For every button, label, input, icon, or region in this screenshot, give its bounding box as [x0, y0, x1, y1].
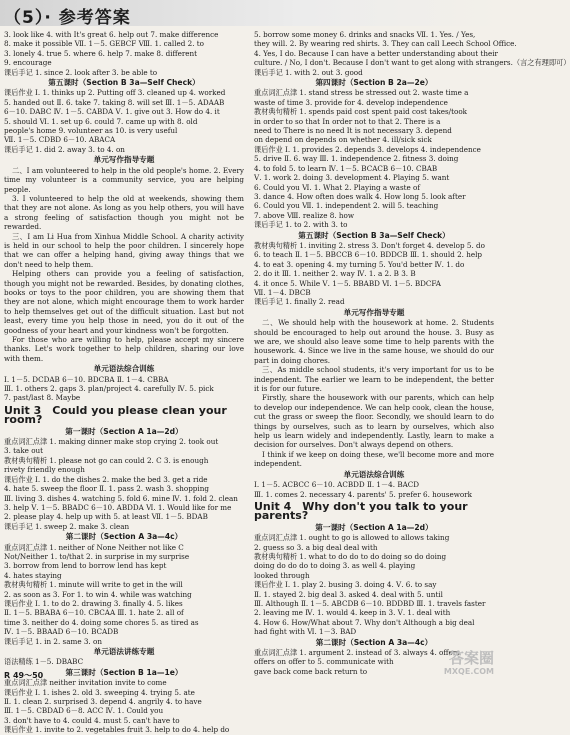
answer-line: 教材典句精析 1. what to do do to do doing so do doing [254, 551, 447, 561]
section-heading: 第一课时（Section A 1a—2d） [65, 426, 183, 436]
answer-line: Ⅱ. 1. stayed 2. big deal 3. asked 4. deal with 5. until [254, 589, 443, 599]
answer-line: Ⅲ. living 3. dishes 4. watching 5. fold 6. mine Ⅳ. 1. fold 2. clean [4, 493, 238, 503]
answer-line: 二、I am volunteered to help in the old people's home. 2. Every time my volunteer is a community service, you are helping people. [4, 165, 244, 194]
answer-line: 重点词汇点津 neither invitation invite to come [4, 678, 167, 688]
answer-line: 4. to fold 5. to learn Ⅳ. 1－5. BCACB 6－10. CBAB [254, 163, 438, 173]
answer-line: 3. look like 4. with It's great 6. help out 7. make difference [4, 30, 219, 39]
answer-line: 课后作业 Ⅰ. 1. provides 2. depends 3. develops 4. independence [254, 144, 481, 154]
answer-line: Ⅰ. 1－5. ACBCC 6－10. ACBDD Ⅱ. 1－4. BACD [254, 480, 420, 490]
answer-line: 二、We should help with the housework at home. 2. Students should be encouraged to help out around the house. 3. Busy as we are, we should also leave some time to help parents with the housework. 4. Since we live in the same house, we should do our part in doing chores. [254, 318, 494, 365]
answer-line: 课后手记 1. to 2. with 3. to [254, 220, 348, 230]
answer-line: culture. / No, I don't. Because I don't want to get along with strangers.（言之有理即可） [254, 58, 570, 68]
page-title: （5）· 参考答案 [4, 8, 131, 28]
answer-line: looked through [254, 570, 310, 580]
section-heading: 单元语法综合训练 [343, 469, 405, 479]
answer-line: Ⅲ. 1. others 2. gaps 3. plan/project 4. carefully Ⅳ. 5. pick [4, 384, 214, 394]
answer-line: waste of time 3. provide for 4. develop independence [254, 97, 448, 107]
answer-line: 3. dance 4. How often does walk 4. How long 5. look after [254, 191, 466, 201]
answer-line: 课后手记 1. since 2. look after 3. be able to [4, 67, 158, 77]
answer-line: in order to so that In order not to that 2. There is a [254, 116, 441, 126]
answer-line: had fight with Ⅵ. 1－3. BAD [254, 627, 357, 637]
page-header [0, 0, 500, 26]
answer-line: 5. handed out Ⅱ. 6. take 7. taking 8. will set Ⅲ. 1－5. ADAAB [4, 97, 225, 107]
answer-line: 5. drive Ⅱ. 6. way Ⅲ. 1. independence 2. fitness 3. doing [254, 154, 459, 164]
answer-line: offers on offer to 5. communicate with [254, 657, 394, 667]
answer-line: 三、I am Li Hua from Xinhua Middle School. A charity activity is held in our school to help the poor children. I sincerely hope that we can offer a helping hand, giving away things that we don't need to help them. [4, 231, 244, 269]
answer-line: 4. to eat 3. opening 4. my turning 5. You'd better Ⅳ. 1. do [254, 259, 465, 269]
answer-line: 课后作业 Ⅰ. 1. to do 2. drawing 3. finally 4. 5. likes [4, 598, 183, 608]
section-heading: 第三课时（Section B 1a—1e） [65, 667, 183, 677]
answer-line: 2. do it Ⅲ. 1. neither 2. way Ⅳ. 1. a 2. B 3. B [254, 269, 416, 279]
answer-line: 3. help Ⅴ. 1－5. BBADC 6－10. ABDDA Ⅵ. 1. Would like for me [4, 502, 232, 512]
answer-line: Ⅰ. 1－5. DCDAB 6－10. BDCBA Ⅱ. 1－4. CBBA [4, 374, 169, 384]
answer-line: 2. leaving me Ⅳ. 1. would 4. keep in 3. Ⅴ. 1. deal with [254, 608, 451, 618]
answer-line: Ⅶ. 1－4. DBCB [254, 287, 311, 297]
section-heading: 第五课时（Section B 3a—Self Check） [48, 78, 200, 88]
answer-line: 课后手记 1. did 2. away 3. to 4. on [4, 144, 125, 154]
answer-line: 重点词汇点津 1. argument 2. instead of 3. always 4. offers [254, 648, 460, 657]
answer-line: 课后手记 1. in 2. same 3. on [4, 636, 102, 646]
answer-line: Ⅶ. 1－5. CDBD 6－10. ABACA [4, 135, 116, 145]
answer-line: Not/Neither 1. to/that 2. in surprise in my surprise [4, 551, 190, 561]
answer-line: 教材典句精析 1. inviting 2. stress 3. Don't forget 4. develop 5. do [254, 240, 485, 250]
answer-line: 3. don't have to 4. could 4. must 5. can't have to [4, 715, 180, 725]
answer-line: Ⅲ. 1－5. CBDAD 6－8. ACC Ⅳ. 1. Could you [4, 706, 164, 716]
answer-line: need to There is no need It is not necessary 3. depend [254, 126, 452, 136]
answer-line: 3. take out [4, 446, 44, 456]
answer-line: 课后作业 Ⅰ. 1. thinks up 2. Putting off 3. cleaned up 4. worked [4, 88, 226, 98]
answer-line: 9. encourage [4, 58, 52, 68]
section-heading: 单元语法综合训练 [93, 364, 155, 374]
answer-line: Ⅴ. 1. work 2. doing 3. development 4. Playing 5. want [254, 173, 450, 183]
section-heading: 单元写作指导专题 [93, 155, 155, 165]
section-heading: Unit 3 Could you please clean your room? [4, 403, 227, 427]
answer-line: 4. hates staying [4, 570, 62, 580]
answer-line: people's home 9. volunteer as 10. is very useful [4, 126, 178, 136]
answer-line: 课后手记 1. with 2. out 3. good [254, 67, 363, 77]
answer-line: 课后作业 Ⅰ. 1. play 2. busing 3. doing 4. Ⅴ. 6. to say [254, 580, 437, 590]
section-heading: 第五课时（Section B 3a—Self Check） [298, 230, 450, 240]
answer-line: rivety friendly enough [4, 465, 85, 475]
watermark-logo [444, 651, 494, 679]
answer-line: 课后作业 Ⅰ. 1. do the dishes 2. make the bed 3. get a ride [4, 474, 208, 484]
answer-line: Ⅳ. 1－5. BBAAD 6－10. BCADB [4, 627, 119, 637]
answer-line: 3. lonely 4. true 5. where 6. help 7. make 8. different [4, 48, 198, 58]
answer-line: doing do do do to doing 3. as well 4. playing [254, 561, 416, 571]
answer-line: 5. borrow some money 6. drinks and snacks Ⅶ. 1. Yes. / Yes, [254, 30, 476, 39]
answer-line: 4. it once 5. While Ⅴ. 1－5. BBABD Ⅵ. 1－5. BDCFA [254, 278, 441, 288]
answer-line: For those who are willing to help, please accept my sincere thanks. Let's work together to help children, sharing our love with them. [4, 335, 244, 363]
answer-line: 6. to teach Ⅱ. 1－5. BBCCB 6－10. BDDCB Ⅲ. 1. should 2. help [254, 250, 483, 260]
answer-line: Firstly, share the housework with our parents, which can help to develop our independence. We can help cook, clean the house, cut the grass or sweep the floor. Secondly, we should learn to do things by ourselves, such as to learn by ourselves, which also help us learn widely and independently. Lastly, learn to make a decision for ourselves. Don't always depend on others. [254, 393, 494, 450]
answer-line: 4. Yes, I do. Because I can have a better understanding about their [254, 48, 498, 58]
answer-line: 7. past/last 8. Maybe [4, 393, 81, 403]
answer-line: 重点词汇点津 1. making dinner make stop crying 2. took out [4, 437, 219, 447]
section-heading: 第二课时（Section A 3a—4c） [315, 637, 433, 647]
answer-line: I think if we keep on doing these, we'll become more and more independent. [254, 449, 494, 469]
answer-line: 2. please play 4. help up with 5. at least Ⅶ. 1－5. BDAB [4, 512, 208, 522]
section-heading: 第二课时（Section A 3a—4c） [65, 532, 183, 542]
answer-line: 5. should Ⅵ. 1. set up 6. could 7. came up with 8. old [4, 116, 198, 126]
answer-line: 教材典句精析 1. please not go can could 2. C 3. is enough [4, 455, 209, 465]
answer-line: Helping others can provide you a feeling of satisfaction, though you might not be rewarded. Besides, by donating clothes, books or toys to the poor children, you are showing them that they are not alone, which might encourage them to work harder to help themselves get out of the difficult situation. Last but not least, every time you help those in need, you do it out of the goodness of your heart and your kindness won't be forgotten. [4, 269, 244, 335]
answer-line: 3. borrow from lend to borrow lend has kept [4, 561, 167, 571]
answer-line: 4. How 6. How/What about 7. Why don't Although a big deal [254, 617, 475, 627]
answer-line: gave back come back return to [254, 666, 368, 676]
watermark-text: 答案圈 [448, 649, 494, 667]
answer-line: time 3. neither do 4. doing some chores 5. as tired as [4, 617, 199, 627]
watermark-url: MXQE.COM [443, 667, 494, 676]
page-number: R 49～50 [4, 671, 44, 680]
section-heading: Unit 4 Why don't you talk to your parents? [254, 499, 468, 523]
section-heading: 第四课时（Section B 2a—2e） [315, 78, 433, 88]
answer-line: 教材典句精析 1. minute will write to get in the will [4, 580, 183, 590]
answer-line: 7. above Ⅷ. realize 8. how [254, 210, 354, 220]
answer-line: 教材典句精析 1. spends paid cost spent paid cost takes/took [254, 107, 468, 117]
answer-line: 三、As middle school students, it's very important for us to be independent. The earlier we learn to be independent, the better it is for our future. [254, 365, 494, 394]
answer-line: Ⅲ. Although Ⅱ. 1－5. ABCDB 6－10. BDDBD Ⅲ. 1. travels faster [254, 598, 486, 608]
answer-line: 6. Could you Ⅶ. 1. independent 2. will 5. teaching [254, 201, 439, 211]
answer-line: 课后作业 Ⅰ. 1. ishes 2. old 3. sweeping 4. trying 5. ate [4, 687, 195, 697]
answer-line: they will. 2. By wearing red shirts. 3. They can call Leech School Office. [254, 39, 517, 49]
answer-line: Ⅱ. 1. clean 2. surprised 3. depend 4. angrily 4. to have [4, 697, 202, 707]
answer-line: 重点词汇点津 1. neither of None Neither not like C [4, 542, 184, 552]
answer-line: Ⅲ. 1. comes 2. necessary 4. parents' 5. prefer 6. housework [254, 489, 472, 499]
answer-line: 课后手记 1. sweep 2. make 3. clean [4, 521, 130, 531]
answer-line: Ⅱ. 1－5. BBABA 6－10. CBCAA Ⅲ. 1. hate 2. all of [4, 608, 184, 618]
answer-line: 4. hate 5. sweep the floor Ⅱ. 1. pass 2. wash 3. shopping [4, 484, 209, 494]
section-heading: 第一课时（Section A 1a—2d） [315, 522, 433, 532]
answer-line: 语法精练 1－5. DBABC [4, 657, 84, 667]
answer-line: on depend on depends on whether 4. ill/sick sick [254, 135, 432, 145]
answer-line: 2. as soon as 3. For 1. to win 4. while was watching [4, 589, 192, 599]
answer-line: 课后手记 1. finally 2. read [254, 297, 345, 307]
answer-line: 6－10. DABC Ⅳ. 1－5. CABDA Ⅴ. 1. give out 3. How do 4. it [4, 107, 220, 117]
answer-line: 6. Could you Ⅵ. 1. What 2. Playing a waste of [254, 182, 421, 192]
answer-line: 课后作业 1. invite to 2. vegetables fruit 3. help to do 4. help do [4, 725, 230, 735]
answer-line: 重点词汇点津 1. stand stress be stressed out 2. waste time a [254, 88, 469, 98]
section-heading: 单元写作指导专题 [343, 307, 405, 317]
answer-line: 3. I volunteered to help the old at weekends, showing them that they are not alone. As long as you help others, you will have a strong feeling of satisfaction though you might not be rewarded. [4, 193, 244, 232]
answer-line: 8. make it possible Ⅶ. 1－5. GEBCF Ⅷ. 1. called 2. to [4, 39, 205, 49]
section-heading: 单元语法讲练专题 [93, 647, 155, 656]
answer-line: 2. guess so 3. a big deal deal with [254, 542, 378, 552]
answer-line: 重点词汇点津 1. ought to go is allowed to allows taking [254, 533, 450, 543]
